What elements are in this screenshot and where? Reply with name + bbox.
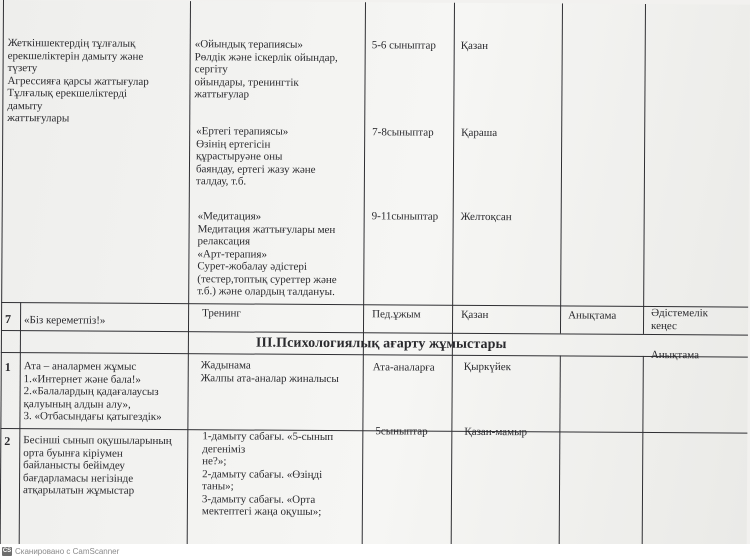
row7-number: 7 [5,312,12,327]
table-border-left [0,0,4,545]
top-block-month-november: Қараша [461,126,498,140]
top-block-grade-7-8: 7-8сыныптар [372,126,434,139]
row2-form: 1-дамыту сабағы. «5-сынып дегеніміз не?»; 2-дамыту сабағы. «Өзіңді таны»; 3-дамыту сабағы. «Орта мектептегі жаңа оқушы»; [201,430,334,518]
row1-form: Жадынама Жалпы ата-аналар жиналысы [200,359,339,385]
row2-audience: 5сыныптар [375,425,428,438]
table-border-col4 [560,3,563,333]
row1-report-to: Анықтама [650,348,700,362]
section-top-border [1,330,748,336]
top-block-grade-9-11: 9-11сыныптар [371,210,439,223]
row7-form: Тренинг [202,307,241,320]
top-block-month-october: Қазан [460,39,489,52]
section-title: III.Психологиялық ағарту жұмыстары [255,335,507,353]
top-block-fairytale-therapy: «Ертегі терапиясы» Өзінің ертегісін құрастыруәне оны баяндау, ертегі жазу және талдау, т.б. [195,125,316,188]
table-border-col5 [643,4,646,334]
top-block-grade-5-6: 5-6 сыныптар [371,39,436,52]
section-bottom-border [1,352,748,358]
row7-result: Анықтама [568,309,617,322]
top-block-col1-text: Жеткіншектердің тұлғалық ерекшеліктерін дамыту және түзету Агрессияға қарсы жаттығулар Тұлғалық ерекшеліктерді дамыту жаттығулары [7,37,149,125]
row7-report-to: Әдістемелік кеңес [650,306,709,332]
row7-audience: Пед.ұжым [372,308,421,321]
row1-event: Ата – аналармен жұмыс 1.«Интернет және бала!» 2.«Балалардың қадағалаусыз қалуының алдын алу», 3. «Отбасындағы қатыгездік» [23,360,162,423]
row7-event-title: «Біз кереметпіз!» [24,314,106,327]
table-border-num-col [19,302,21,545]
camscanner-logo-icon: CS [2,548,12,555]
row1-audience: Ата-аналарға [372,361,435,374]
scanner-footer [0,544,750,559]
table-border-col4-lower [559,355,561,548]
top-block-meditation: «Медитация» Медитация жаттығулары мен релаксация «Арт-терапия» Сурет-жобалау әдістері (тестер,топтық суреттер және т.б.) және олардың талдануы. [197,210,337,299]
row2-event: Бесінші сынып оқушыларының орта буынға кіріумен байланысты бейімдеу бағдарламасы негізінде атқарылатын жұмыстар [22,434,172,497]
table-border-col3 [451,3,455,548]
scanner-footer-text: Сканировано с CamScanner [15,547,120,556]
row1-number: 1 [4,360,11,375]
row7-top-border [1,302,748,308]
table-border-col5-lower [642,356,644,549]
row2-date: Қазан-мамыр [464,425,528,439]
row7-date: Қазан [461,308,489,321]
top-block-game-therapy: «Ойындық терапиясы» Рөлдік және іскерлік ойындар, сергіту ойындары, тренингтік жаттығулар [194,38,338,101]
row2-number: 2 [4,434,11,449]
top-block-month-december: Желтоқсан [460,210,512,224]
row1-date: Қыркүйек [463,360,511,374]
row1-bottom-border [0,428,747,434]
